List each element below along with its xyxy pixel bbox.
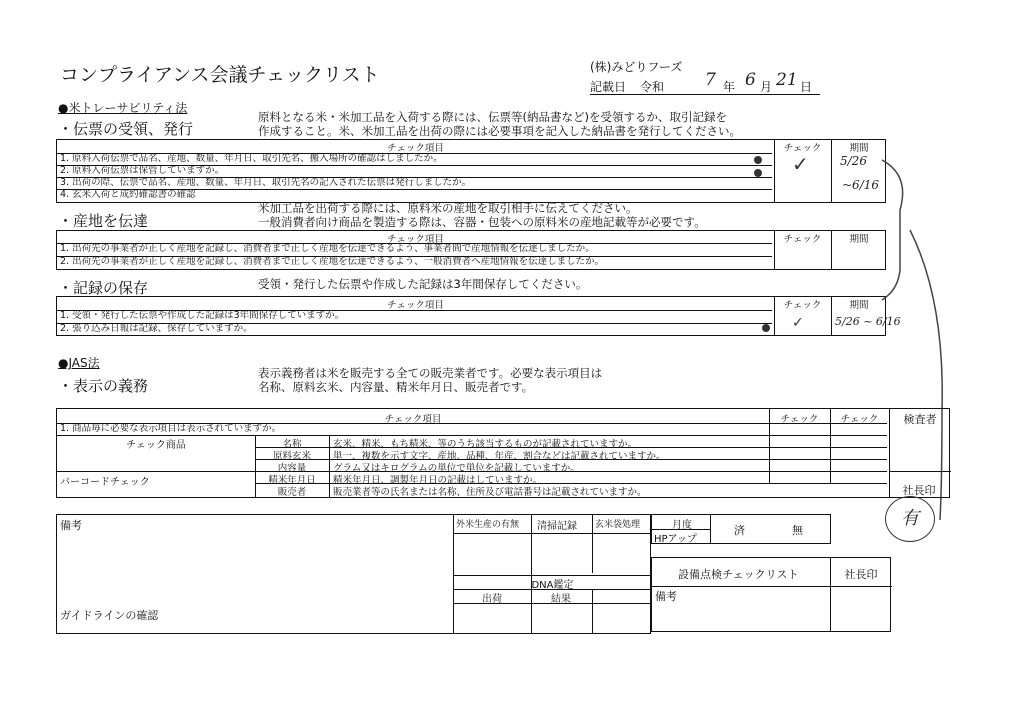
rice-law-title: ●米トレーサビリティ法: [58, 101, 188, 115]
section-desc-slip: [258, 110, 741, 138]
check-goods-label: チェック商品: [126, 440, 186, 451]
handwritten-year: 7: [705, 70, 716, 90]
item-text: グラム又はキログラムの単位で単位を記載していますか。: [333, 463, 580, 474]
table-row: 4. 玄米入荷と成約確認書の確認: [57, 189, 772, 200]
section-desc-origin: [258, 201, 706, 229]
dna-label: DNA鑑定: [531, 580, 574, 591]
table-records: [56, 296, 901, 336]
cleaning-label: 清掃記録: [537, 521, 577, 532]
section-heading-labeling: ・表示の義務: [58, 377, 149, 395]
section-desc-labeling: [258, 366, 602, 394]
desc-line: 名称、原料玄米、内容量、精米年月日、販売者です。: [258, 380, 534, 394]
date-label: 記載日: [590, 80, 627, 94]
col-header-check: チェック: [840, 414, 879, 425]
bullet-dot: [754, 156, 762, 164]
bullet-dot: [762, 324, 770, 332]
col-header-item: チェック項目: [384, 414, 442, 425]
done-label: 済: [734, 524, 745, 537]
table-jas: [56, 408, 950, 498]
era-label: 令和: [640, 80, 665, 94]
result-label: 結果: [551, 594, 571, 605]
item-name: 精米年月日: [268, 475, 316, 486]
seal-stamp-text: 有: [901, 508, 919, 529]
handwritten-period: 5/26 ~ 6/16: [835, 315, 901, 328]
desc-line: 表示義務者は米を販売する全ての販売業者です。必要な表示項目は: [258, 366, 603, 380]
item-text: 販売業者等の氏名または名称、住所及び電話番号は記載されていますか。: [333, 487, 647, 498]
check-mark-icon: ✓: [792, 315, 804, 331]
table-row: 3. 出荷の際、伝票で品名、産地、数量、年月日、取引先名の記入された伝票は発行しましたか。: [57, 177, 772, 188]
monthly-box: [651, 514, 831, 544]
item-name: 販売者: [277, 487, 307, 498]
year-unit: 年: [723, 80, 736, 94]
item-name: 名称: [282, 439, 302, 450]
divider: [652, 586, 892, 587]
divider: [889, 471, 951, 472]
col-header-period: 期間: [849, 234, 869, 245]
table-row: 1. 受領・発行した伝票や作成した記録は3年間保存していますか。: [57, 310, 772, 321]
item-text: 玄米、精米、もち精米、等のうち該当するものが記載されていますか。: [333, 439, 638, 450]
table-row: 2. 原料入荷伝票は保管していますか。: [57, 165, 772, 176]
desc-line: 受領・発行した伝票や作成した記録は3年間保存してください。: [258, 277, 588, 291]
section-desc-records: [258, 277, 587, 291]
jas-law-title: ●JAS法: [58, 356, 100, 370]
col-header-check: チェック: [783, 234, 822, 245]
monthly-label: 月度: [672, 520, 692, 531]
handwritten-day: 21: [776, 70, 798, 90]
col-header-check: チェック: [783, 143, 822, 154]
none-label: 無: [792, 524, 803, 537]
equipment-box: [651, 557, 891, 632]
divider: [453, 603, 652, 604]
president-seal-label: 社長印: [844, 568, 878, 581]
desc-line: 原料となる米・米加工品を入荷する際には、伝票等(納品書など)を受領するか、取引記録を: [258, 110, 727, 124]
item-name: 原料玄米: [272, 451, 311, 462]
handwritten-period: ~6/16: [842, 178, 880, 192]
shipping-label: 出荷: [482, 594, 502, 605]
table-row: 1. 原料入荷伝票で品名、産地、数量、年月日、取引先名、搬入場所の確認はしましたか。: [57, 153, 772, 164]
table-row: 2. 出荷先の事業者が正しく産地を記録し、消費者まで正しく産地を伝達できるよう、一般消費者へ産地情報を伝達しましたか。: [57, 256, 772, 267]
bullet-dot: [754, 169, 762, 177]
brown-bag-label: 玄米袋処理: [595, 520, 641, 530]
day-unit: 日: [800, 80, 813, 94]
table-row: 1. 出荷先の事業者が正しく産地を記録し、消費者まで正しく産地を伝達できるよう、事業者間で産地情報を伝達しましたか。: [57, 243, 772, 254]
remarks-label: 備考: [655, 590, 677, 603]
table-row: 1. 商品毎に必要な表示項目は表示されていますか。: [57, 423, 887, 434]
divider: [453, 533, 652, 534]
col-header-check: チェック: [780, 414, 819, 425]
remarks-label: 備考: [60, 519, 82, 532]
table-row: 2. 張り込み日報は記録、保存していますか。: [57, 323, 772, 334]
desc-line: 作成すること。米、米加工品を出荷の際には必要事項を記入した納品書を発行してください。: [258, 124, 741, 138]
table-origin: [56, 230, 886, 270]
section-heading-slip: ・伝票の受領、発行: [58, 120, 194, 138]
seal-stamp: [885, 496, 935, 542]
col-header-period: 期間: [849, 143, 869, 154]
month-unit: 月: [760, 80, 773, 94]
section-heading-records: ・記録の保存: [58, 279, 149, 297]
hp-up-label: HPアップ: [654, 534, 697, 545]
foreign-rice-label: 外米生産の有無: [456, 520, 520, 530]
date-line: [590, 70, 820, 95]
equipment-checklist-label: 設備点検チェックリスト: [678, 568, 799, 581]
company-name: (株)みどりフーズ: [590, 60, 683, 74]
guideline-label: ガイドラインの確認: [60, 609, 159, 622]
barcode-check-label: バーコードチェック: [60, 477, 150, 488]
col-header-item: チェック項目: [387, 143, 444, 154]
president-seal-label: 社長印: [902, 484, 936, 497]
item-text: 精米年月日、調製年月日の記載はしていますか。: [333, 475, 543, 486]
col-header-item: チェック項目: [387, 300, 444, 311]
handwritten-period: 5/26: [840, 154, 867, 168]
page-title: コンプライアンス会議チェックリスト: [60, 64, 380, 86]
col-header-check: チェック: [783, 300, 822, 311]
table-slip: [56, 139, 886, 203]
desc-line: 米加工品を出荷する際には、原料米の産地を取引相手に伝えてください。: [258, 201, 638, 215]
item-text: 単一、複数を示す文字、産地、品種、年産、割合などは記載されていますか。: [333, 451, 666, 462]
col-header-inspector: 検査者: [903, 413, 937, 426]
item-name: 内容量: [277, 463, 307, 474]
remarks-box: [56, 514, 651, 634]
col-header-item: チェック項目: [387, 234, 444, 245]
handwritten-month: 6: [745, 70, 756, 90]
check-mark-icon: ✓: [792, 152, 809, 176]
desc-line: 一般消費者向け商品を製造する際は、容器・包装への原料米の産地記載等が必要です。: [258, 215, 706, 229]
section-heading-origin: ・産地を伝達: [58, 212, 149, 230]
col-header-period: 期間: [849, 300, 869, 311]
